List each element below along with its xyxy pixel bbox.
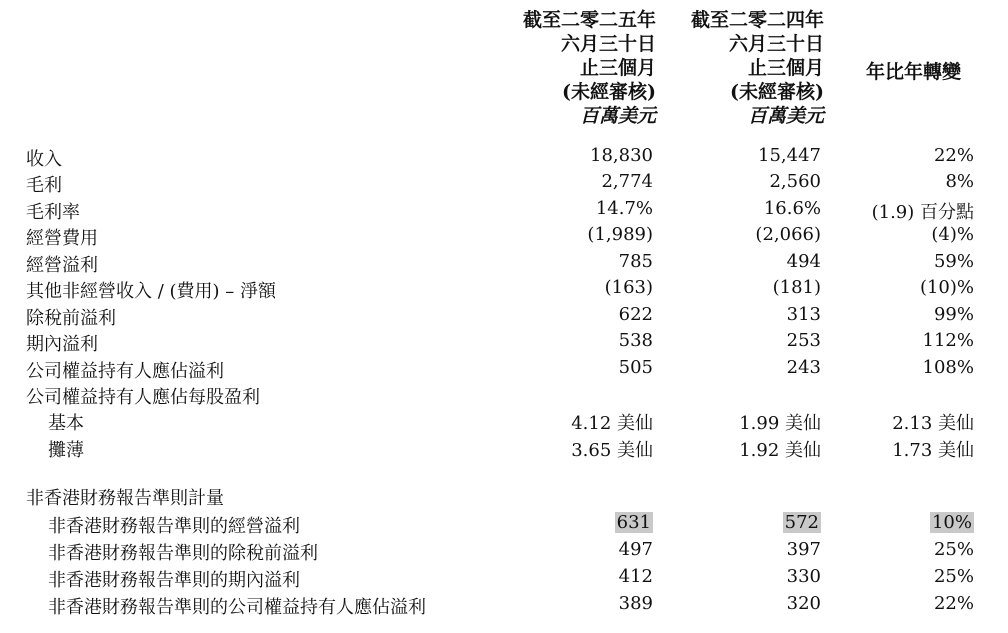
column-header-2025 [523,8,656,128]
header-2025-unit: 百萬美元 [579,105,656,127]
cell-2025: 631 [616,512,651,533]
row-label: 經營溢利 [26,255,98,276]
cell-yoy-change: 25% [933,566,974,587]
row-label: 非香港財務報告準則的公司權益持有人應佔溢利 [48,597,426,618]
cell-yoy-change: (10)% [919,277,974,298]
cell-2025: 2,774 [601,171,653,192]
cell-2025: (1,989) [587,224,653,245]
row-label: 毛利 [26,175,62,196]
row-label: 收入 [26,149,62,170]
cell-yoy-change: 112% [922,330,974,351]
cell-2024: 15,447 [758,145,821,166]
cell-2024: (2,066) [755,224,821,245]
cell-2025: 389 [618,593,653,614]
cell-2024: 397 [786,539,821,560]
table-row [0,224,1008,250]
cell-2024: 494 [786,251,821,272]
cell-2025: 4.12 美仙 [571,413,653,434]
table-row [0,357,1008,383]
header-2024-unit: 百萬美元 [747,105,824,127]
table-row [0,145,1008,171]
cell-2024: 572 [784,512,819,533]
row-label: 其他非經營收入 / (費用) – 淨額 [26,281,276,302]
table-row [0,330,1008,356]
table-row [0,171,1008,197]
table-row [0,198,1008,224]
header-2024-line-3: 止三個月 [747,57,824,79]
cell-2024: 313 [786,304,821,325]
header-2025-line-4: (未經審核) [562,81,656,103]
cell-yoy-change: 8% [945,171,974,192]
header-2024-line-1: 截至二零二四年 [690,9,824,31]
row-label: 非香港財務報告準則的期內溢利 [48,570,300,591]
table-row [0,512,1008,538]
cell-2025: 505 [618,357,653,378]
row-label: 基本 [48,413,84,434]
cell-2025: 622 [618,304,653,325]
table-row [0,304,1008,330]
column-header-2024 [691,8,824,128]
cell-yoy-change: 22% [933,593,974,614]
cell-2024: (181) [772,277,821,298]
cell-2024: 330 [786,566,821,587]
column-header-yoy-change: 年比年轉變 [866,61,962,83]
cell-2025: (163) [604,277,653,298]
row-label: 期內溢利 [26,334,98,355]
row-label: 經營費用 [26,228,98,249]
table-row [0,251,1008,277]
header-2025-line-1: 截至二零二五年 [522,9,656,31]
cell-yoy-change: 25% [933,539,974,560]
cell-yoy-change: 1.73 美仙 [892,440,974,461]
cell-2025: 14.7% [595,198,653,219]
cell-yoy-change: 99% [933,304,974,325]
cell-2025: 18,830 [590,145,653,166]
cell-2025: 412 [618,566,653,587]
cell-yoy-change: 22% [933,145,974,166]
cell-2024: 2,560 [769,171,821,192]
row-label: 公司權益持有人應佔溢利 [26,361,224,382]
cell-2024: 16.6% [763,198,821,219]
table-row [0,383,1008,409]
table-row [0,593,1008,619]
cell-yoy-change: 10% [931,512,972,533]
header-2025-line-3: 止三個月 [579,57,656,79]
cell-yoy-change: (4)% [931,224,974,245]
section-heading-label: 非香港財務報告準則計量 [26,488,224,509]
cell-2024: 320 [786,593,821,614]
table-row [0,539,1008,565]
cell-2024: 253 [786,330,821,351]
cell-yoy-change: 2.13 美仙 [892,413,974,434]
row-label: 毛利率 [26,202,80,223]
header-2024-line-4: (未經審核) [730,81,824,103]
cell-2025: 497 [618,539,653,560]
cell-2025: 538 [618,330,653,351]
table-row [0,277,1008,303]
row-label: 非香港財務報告準則的經營溢利 [48,516,300,537]
cell-yoy-change: (1.9) 百分點 [871,202,974,223]
cell-2024: 1.92 美仙 [739,440,821,461]
cell-2025: 785 [618,251,653,272]
header-2025-line-2: 六月三十日 [560,33,656,55]
cell-2025: 3.65 美仙 [571,440,653,461]
row-label: 除稅前溢利 [26,308,116,329]
header-2024-line-2: 六月三十日 [728,33,824,55]
table-row [0,409,1008,435]
cell-2024: 1.99 美仙 [739,413,821,434]
table-row [0,566,1008,592]
cell-yoy-change: 59% [933,251,974,272]
row-label: 非香港財務報告準則的除稅前溢利 [48,543,318,564]
cell-yoy-change: 108% [922,357,974,378]
table-row [0,436,1008,462]
row-label: 攤薄 [48,440,84,461]
cell-2024: 243 [786,357,821,378]
row-label: 公司權益持有人應佔每股盈利 [26,387,260,408]
section-heading-non-hkfrs [0,484,1008,510]
